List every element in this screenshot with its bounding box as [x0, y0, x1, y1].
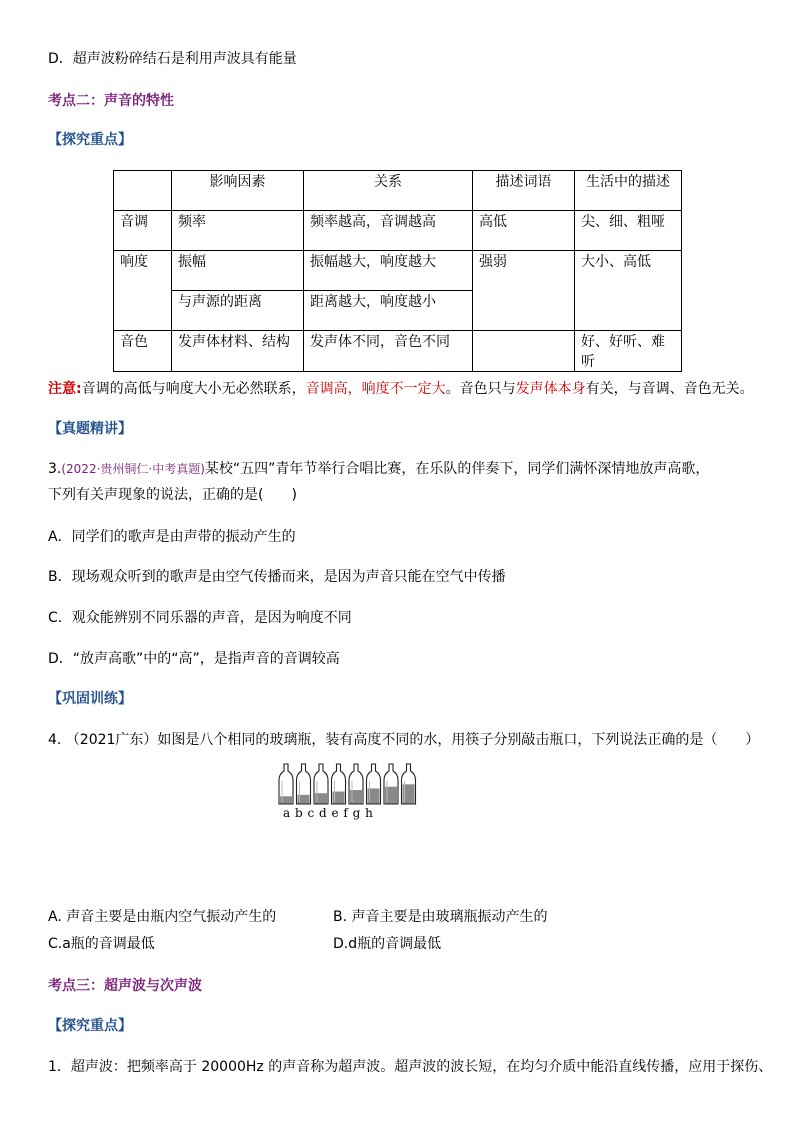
- row-pitch-words: 高低: [473, 211, 575, 251]
- note-line: [48, 378, 754, 398]
- bottle-h: [402, 764, 416, 804]
- section-2-title: 考点二：声音的特性: [48, 93, 174, 109]
- note-part-5: 有关，与音调、音色无关。: [585, 381, 754, 397]
- option-d-previous: D．超声波粉碎结石是利用声波具有能量: [48, 51, 297, 67]
- note-part-3: 。音色只与: [445, 381, 516, 397]
- table-header-life: 生活中的描述: [575, 171, 682, 211]
- row-timbre-relation: 发声体不同，音色不同: [304, 331, 473, 372]
- question-3-number: 3.: [48, 461, 62, 477]
- explore-label-1: 【探究重点】: [48, 132, 132, 148]
- question-3-line-1: [48, 458, 709, 478]
- bottle-e: [349, 764, 363, 804]
- note-colon: :: [76, 381, 82, 397]
- table-header-words: 描述词语: [473, 171, 575, 211]
- row-timbre-factor: 发声体材料、结构: [172, 331, 304, 372]
- note-part-2: 音调高，响度不一定大: [305, 381, 446, 397]
- row-timbre-life: 好、好听、难听: [575, 331, 682, 372]
- note-label: 注意: [48, 381, 76, 397]
- question-3-option-d: D．“放声高歌”中的“高”，是指声音的音调较高: [48, 651, 340, 667]
- note-part-1: 音调的高低与响度大小无必然联系，: [81, 381, 306, 397]
- row-loudness-words: 强弱: [473, 251, 575, 331]
- bottles-figure: [276, 762, 422, 806]
- question-4-text: 4. （2021广东）如图是八个相同的玻璃瓶，装有高度不同的水，用筷子分别敲击瓶口，下列说法正确的是（ ）: [48, 732, 760, 748]
- row-pitch-factor: 频率: [172, 211, 304, 251]
- bottle-g: [384, 764, 398, 804]
- question-3-option-c: C．观众能辨别不同乐器的声音，是因为响度不同: [48, 610, 352, 626]
- question-3-source: (2022·贵州铜仁·中考真题): [61, 462, 205, 476]
- bottle-a: [279, 764, 293, 804]
- table-header-relation: 关系: [304, 171, 473, 211]
- row-pitch-label: 音调: [114, 211, 172, 251]
- row-loudness-factor-1: 振幅: [172, 251, 304, 291]
- table-header-factor: 影响因素: [172, 171, 304, 211]
- question-4-option-c: C.a瓶的音调最低: [48, 936, 155, 952]
- bottle-c: [314, 764, 328, 804]
- row-loudness-factor-2: 与声源的距离: [172, 291, 304, 331]
- row-loudness-relation-1: 振幅越大，响度越大: [304, 251, 473, 291]
- bottle-f: [367, 764, 381, 804]
- bottle-b: [297, 764, 311, 804]
- bottle-labels: a b c d e f g h: [283, 806, 374, 820]
- ultrasound-item-1: 1．超声波：把频率高于 20000Hz 的声音称为超声波。超声波的波长短，在均匀介质中能沿直线传播，应用于探伤、: [48, 1059, 773, 1075]
- consolidate-label: 【巩固训练】: [48, 691, 132, 707]
- section-3-title: 考点三：超声波与次声波: [48, 978, 202, 994]
- question-3-option-b: B．现场观众听到的歌声是由空气传播而来，是因为声音只能在空气中传播: [48, 569, 506, 585]
- note-part-4: 发声体本身: [515, 381, 586, 397]
- bottle-d: [332, 764, 346, 804]
- row-loudness-label: 响度: [114, 251, 172, 331]
- sound-characteristics-table: [113, 170, 682, 372]
- row-pitch-life: 尖、细、粗哑: [575, 211, 682, 251]
- question-4-option-a: A. 声音主要是由瓶内空气振动产生的: [48, 909, 277, 925]
- question-3-option-a: A．同学们的歌声是由声带的振动产生的: [48, 529, 296, 545]
- row-timbre-label: 音色: [114, 331, 172, 372]
- question-4-option-d: D.d瓶的音调最低: [333, 936, 442, 952]
- row-loudness-life: 大小、高低: [575, 251, 682, 331]
- row-pitch-relation: 频率越高，音调越高: [304, 211, 473, 251]
- row-timbre-words: [473, 331, 575, 372]
- question-3-text-1: 某校“五四”青年节举行合唱比赛，在乐队的伴奏下，同学们满怀深情地放声高歌，: [204, 461, 710, 477]
- table-header-empty: [114, 171, 172, 211]
- explore-label-2: 【探究重点】: [48, 1018, 132, 1034]
- real-questions-label: 【真题精讲】: [48, 421, 132, 437]
- row-loudness-relation-2: 距离越大，响度越小: [304, 291, 473, 331]
- question-4-option-b: B. 声音主要是由玻璃瓶振动产生的: [333, 909, 548, 925]
- question-3-line-2: 下列有关声现象的说法，正确的是( ): [48, 487, 297, 503]
